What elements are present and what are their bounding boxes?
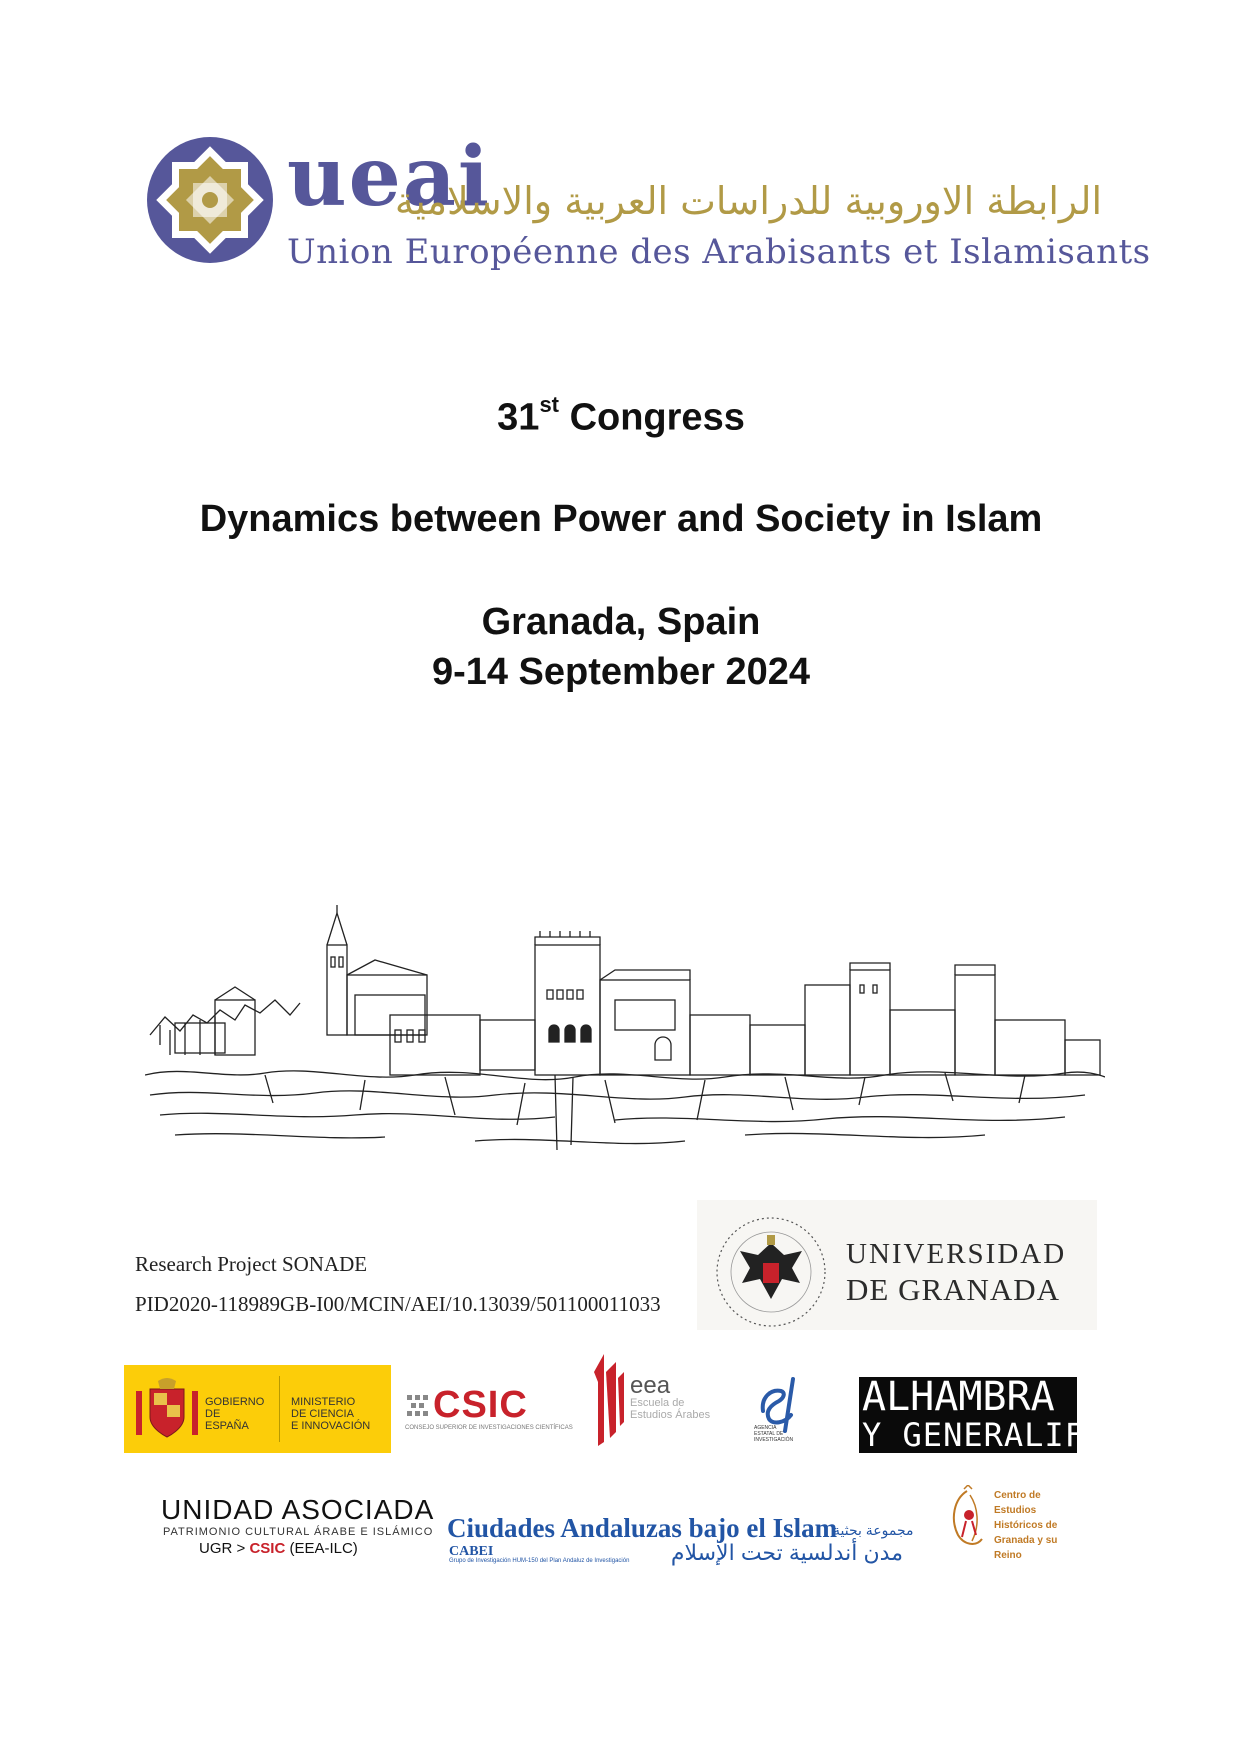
- gobierno-label: GOBIERNO DE ESPAÑA: [205, 1396, 265, 1432]
- cabei-arabic-small: مجموعة بحثية: [833, 1522, 914, 1538]
- ueai-emblem: [145, 135, 275, 265]
- congress-number: 31: [497, 396, 540, 439]
- ua-suffix: (EEA-ILC): [285, 1540, 358, 1557]
- csic-subtitle: CONSEJO SUPERIOR DE INVESTIGACIONES CIENTÍFICAS: [405, 1425, 573, 1431]
- eea-logo-word: eea: [630, 1372, 671, 1399]
- research-project-line1: Research Project SONADE: [135, 1252, 368, 1276]
- congress-ordinal: st: [539, 392, 559, 417]
- congress-theme: Dynamics between Power and Society in Islam: [199, 498, 1043, 540]
- ugr-name-line1: UNIVERSIDAD: [846, 1238, 1067, 1270]
- ueai-logo-word: ueai: [287, 129, 492, 225]
- aei-subtitle: AGENCIA ESTATAL DE INVESTIGACIÓN: [754, 1425, 794, 1443]
- congress-dates: 9-14 September 2024: [431, 651, 811, 693]
- cabei-arabic: مدن أندلسية تحت الإسلام: [670, 1540, 903, 1565]
- csic-logo-word: CSIC: [433, 1384, 528, 1426]
- research-project-code: PID2020-118989GB-I00/MCIN/AEI/10.13039/501100011033: [135, 1292, 661, 1316]
- granada-skyline-illustration: [145, 905, 1105, 1155]
- ugr-seal-icon: [712, 1213, 830, 1331]
- ueai-arabic-name: الرابطة الاوروبية للدراسات العربية والاسلامية: [394, 179, 1102, 223]
- cabei-title: Ciudades Andaluzas bajo el Islam: [447, 1513, 838, 1543]
- ugr-name-line2: DE GRANADA: [846, 1272, 1061, 1307]
- congress-title: [0, 392, 1242, 440]
- eea-logo-icon: [590, 1352, 626, 1447]
- centro-estudios-emblem-icon: [944, 1485, 990, 1557]
- eea-subtitle: Escuela de Estudios Árabes: [630, 1397, 711, 1421]
- ueai-subtitle: Union Européenne des Arabisants et Islamisants: [287, 232, 1151, 272]
- unidad-asociada-subtitle: PATRIMONIO CULTURAL ÁRABE E ISLÁMICO: [163, 1526, 434, 1538]
- unidad-asociada-affiliation: [199, 1540, 358, 1557]
- cabei-subtitle: Grupo de Investigación HUM-150 del Plan Andaluz de Investigación: [449, 1558, 630, 1564]
- csic-emblem-icon: [405, 1393, 431, 1419]
- congress-label: Congress: [569, 396, 745, 439]
- cabei-acronym: CABEI: [449, 1544, 494, 1559]
- ua-prefix: UGR >: [199, 1540, 250, 1557]
- unidad-asociada-title: UNIDAD ASOCIADA: [161, 1494, 435, 1525]
- ua-csic: CSIC: [249, 1540, 286, 1557]
- alhambra-line2: Y GENERALIFE: [862, 1416, 1106, 1454]
- congress-place: Granada, Spain: [481, 601, 761, 643]
- spain-coat-of-arms-icon: [132, 1377, 202, 1443]
- gobierno-divider: [279, 1376, 280, 1442]
- ministerio-label: MINISTERIO DE CIENCIA E INNOVACIÓN: [291, 1396, 371, 1432]
- centro-estudios-label: Centro de Estudios Históricos de Granada y su Reino: [994, 1490, 1058, 1561]
- alhambra-line1: ALHAMBRA: [862, 1374, 1055, 1420]
